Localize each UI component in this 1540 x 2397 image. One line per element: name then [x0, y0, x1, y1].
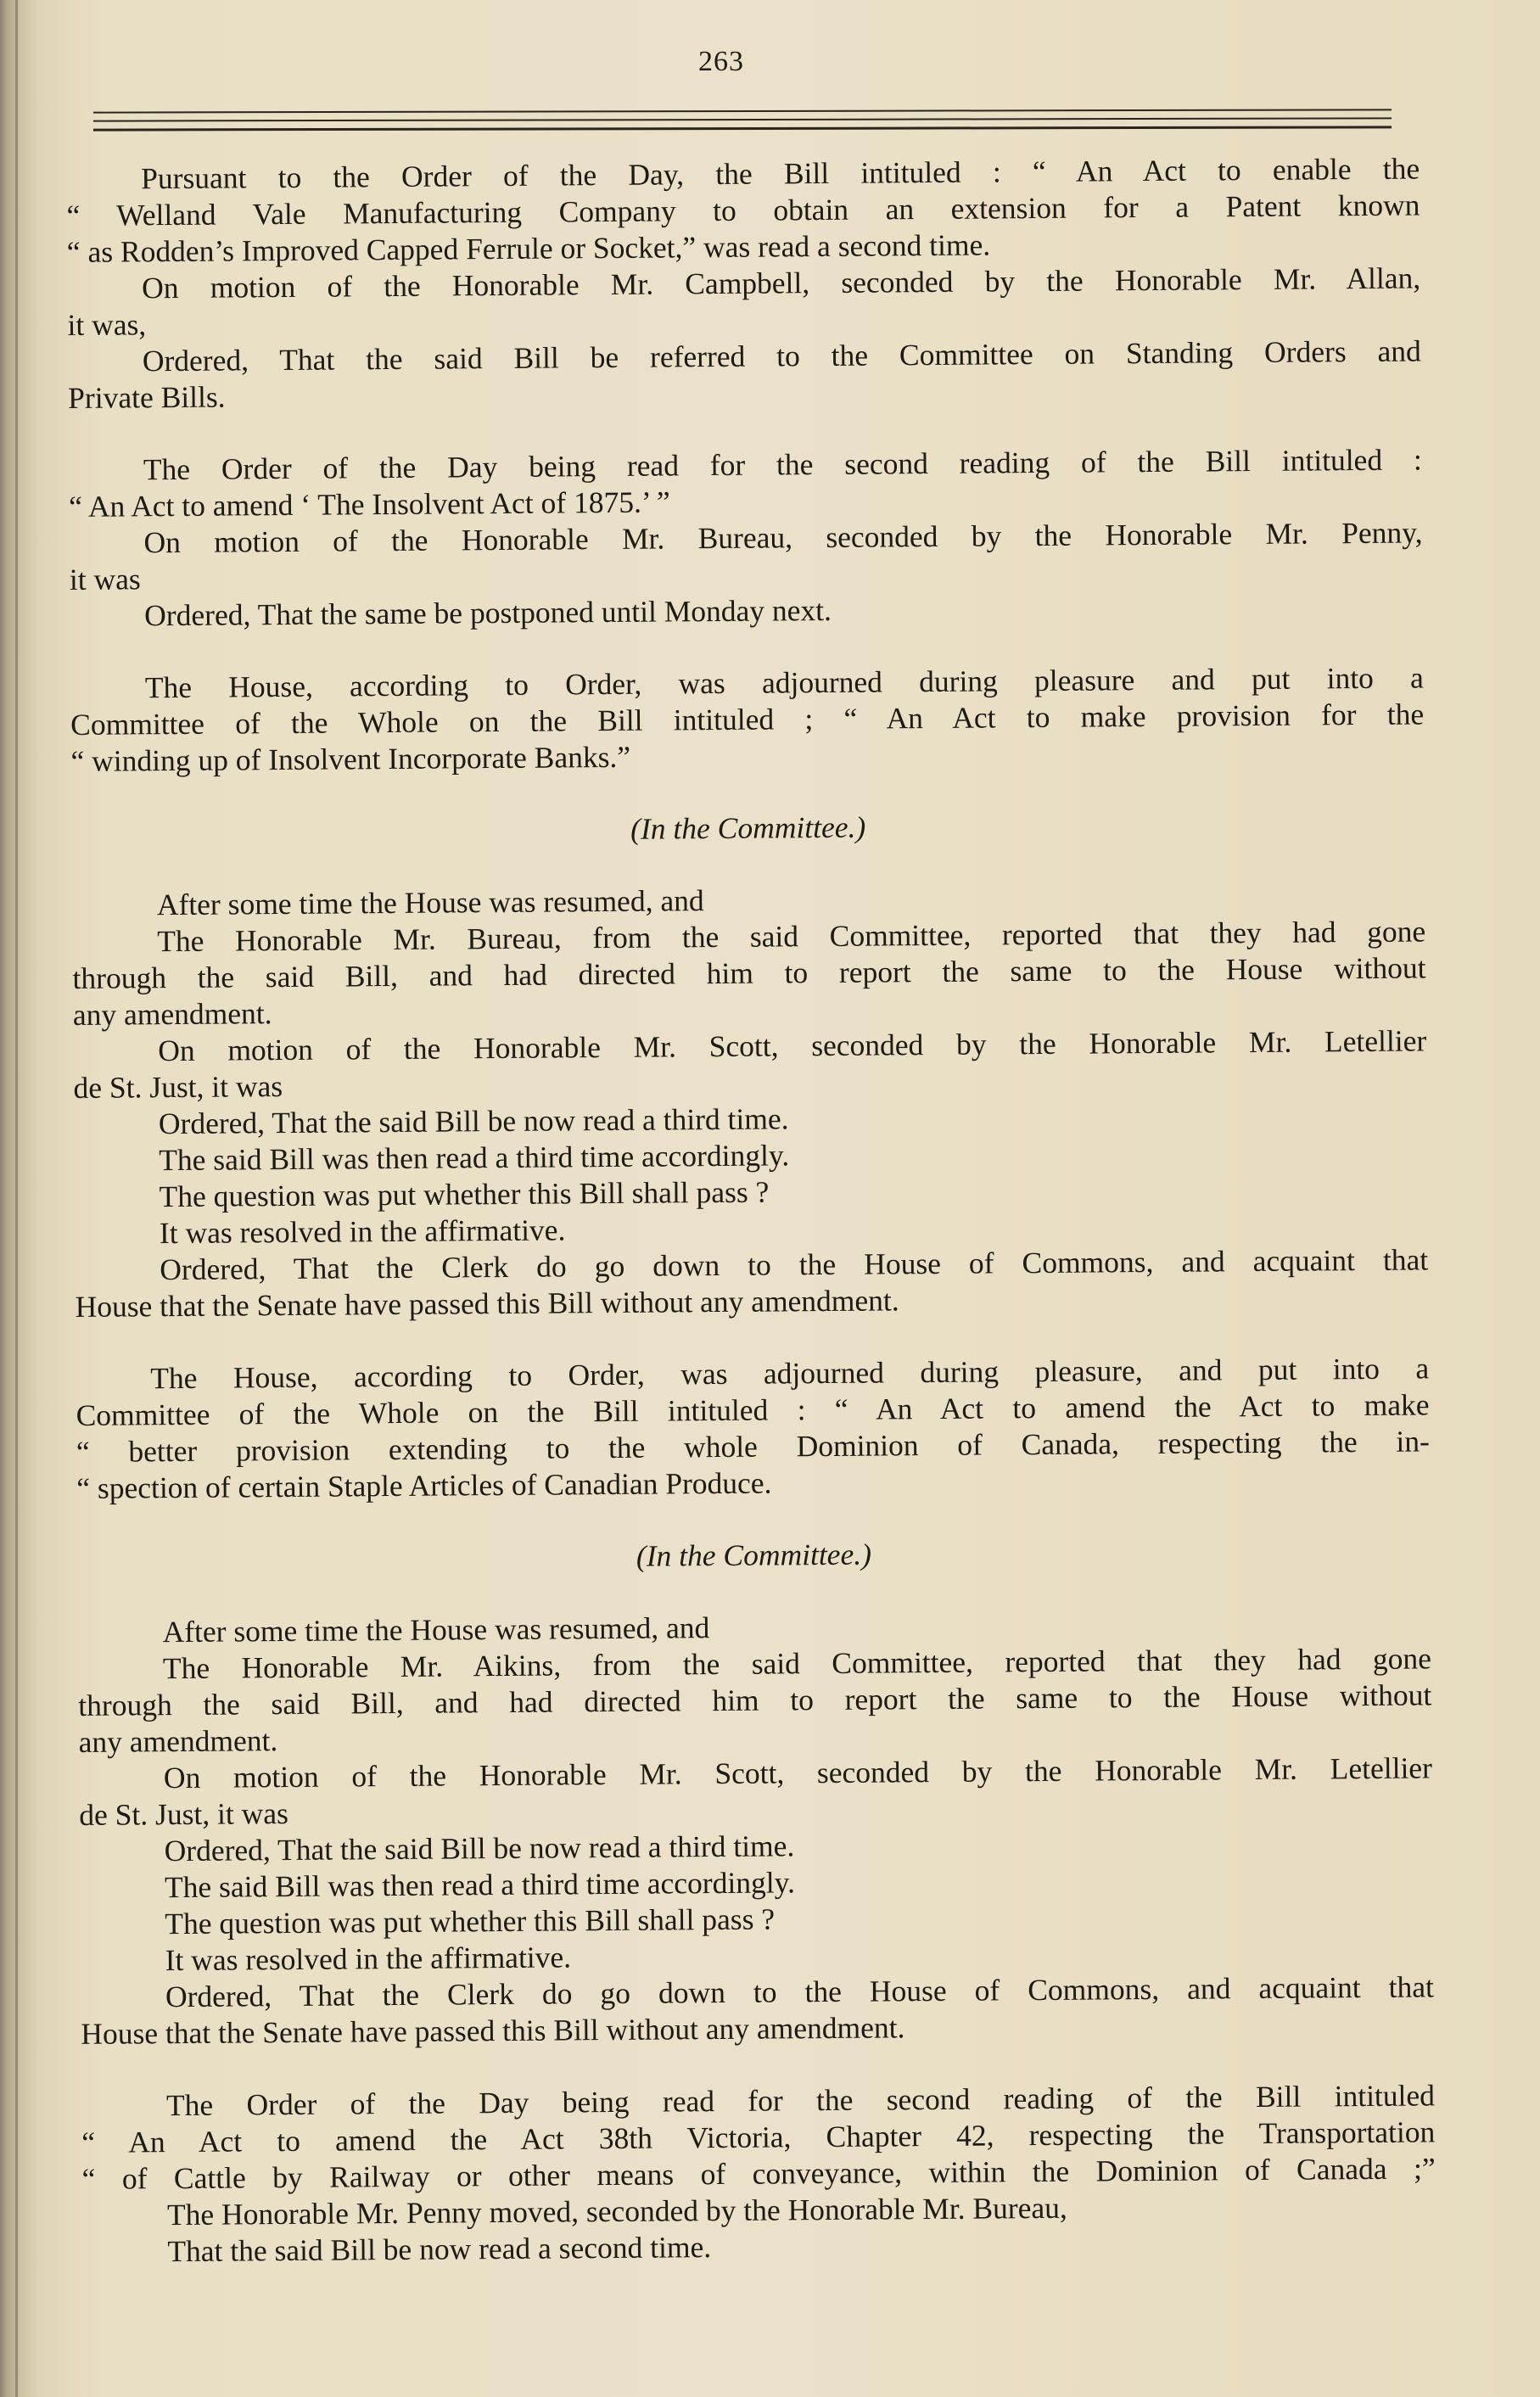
- text-line: Ordered, That the Clerk do go down to the House of Commons, and acquaint that: [165, 1969, 1435, 2014]
- text-line: House that the Senate have passed this Bill without any amendment.: [75, 1283, 899, 1324]
- paragraph-insolvent-act: [69, 441, 1424, 635]
- binding-shadow: [0, 0, 39, 2397]
- committee-heading: (In the Committee.): [636, 1537, 872, 1573]
- text-line: Committee of the Whole on the Bill intituled ; “ An Act to make provision for the: [70, 697, 1425, 742]
- paragraph-committee-report-aikins: [77, 1604, 1434, 2053]
- text-line: “ spection of certain Staple Articles of Canadian Produce.: [76, 1465, 772, 1505]
- text-line: “ winding up of Insolvent Incorporate Banks.”: [70, 739, 631, 778]
- text-line: That the said Bill be now read a second time.: [167, 2230, 712, 2269]
- text-line: The House, according to Order, was adjourned during pleasure, and put into a: [150, 1351, 1430, 1396]
- text-line: The Honorable Mr. Penny moved, seconded by the Honorable Mr. Bureau,: [166, 2190, 1067, 2232]
- paragraph-staple-articles: [76, 1350, 1430, 1507]
- text-line: Private Bills.: [68, 379, 226, 415]
- text-line: It was resolved in the affirmative.: [159, 1213, 566, 1251]
- text-line: On motion of the Honorable Mr. Scott, seconded by the Honorable Mr. Letellier: [163, 1750, 1433, 1795]
- text-line: The question was put whether this Bill shall pass ?: [159, 1174, 770, 1214]
- text-line: Ordered, That the said Bill be now read a third time.: [164, 1829, 795, 1868]
- text-line: “ of Cattle by Railway or other means of conveyance, within the Dominion of Canada ;”: [81, 2151, 1436, 2196]
- committee-heading: (In the Committee.): [630, 809, 866, 846]
- text-line: The Order of the Day being read for the second reading of the Bill intituled :: [143, 442, 1422, 487]
- paragraph-committee-report-bureau: [72, 876, 1429, 1325]
- header-rule: [93, 126, 1392, 131]
- text-line: through the said Bill, and had directed him to report the same to the House without: [78, 1677, 1432, 1722]
- text-line: “ Welland Vale Manufacturing Company to obtain an extension for a Patent known: [66, 188, 1420, 232]
- text-line: The Order of the Day being read for the second reading of the Bill intituled: [165, 2078, 1436, 2123]
- binding-edge: [15, 0, 18, 2397]
- page-number: 263: [698, 46, 744, 77]
- text-line: It was resolved in the affirmative.: [165, 1940, 572, 1978]
- text-line: “ An Act to amend the Act 38th Victoria, Chapter 42, respecting the Transportation: [81, 2114, 1436, 2159]
- text-line: “ An Act to amend ‘ The Insolvent Act of 1875.’ ”: [69, 484, 670, 524]
- text-line: it was,: [67, 307, 147, 342]
- text-line: Ordered, That the Clerk do go down to the House of Commons, and acquaint that: [160, 1242, 1429, 1287]
- text-line: “ as Rodden’s Improved Capped Ferrule or Socket,” was read a second time.: [66, 227, 991, 269]
- text-line: On motion of the Honorable Mr. Scott, seconded by the Honorable Mr. Letellier: [158, 1023, 1427, 1068]
- text-line: The question was put whether this Bill shall pass ?: [165, 1901, 776, 1941]
- text-line: any amendment.: [78, 1723, 278, 1759]
- text-line: The said Bill was then read a third time accordingly.: [164, 1865, 796, 1905]
- text-line: House that the Senate have passed this Bill without any amendment.: [81, 2010, 905, 2051]
- text-line: Ordered, That the said Bill be now read a third time.: [158, 1101, 789, 1141]
- paragraph-motion-campbell: [67, 260, 1421, 417]
- text-line: Pursuant to the Order of the Day, the Bill intituled : “ An Act to enable the: [141, 151, 1420, 196]
- text-line: The House, according to Order, was adjourned during pleasure and put into a: [144, 660, 1424, 705]
- paragraph-insolvent-banks: [70, 659, 1425, 780]
- text-line: The Honorable Mr. Bureau, from the said Committee, reported that they had gone: [157, 914, 1426, 959]
- text-line: Ordered, That the same be postponed until Monday next.: [144, 592, 832, 633]
- text-line: Ordered, That the said Bill be referred to the Committee on Standing Orders and: [142, 333, 1421, 378]
- text-line: The Honorable Mr. Aikins, from the said Committee, reported that they had gone: [162, 1641, 1432, 1686]
- body-text: [66, 150, 1436, 2270]
- text-line: On motion of the Honorable Mr. Campbell, seconded by the Honorable Mr. Allan,: [142, 260, 1421, 305]
- text-line: “ better provision extending to the whole Dominion of Canada, respecting the in-: [76, 1424, 1431, 1469]
- header-rule: [93, 117, 1392, 121]
- text-line: On motion of the Honorable Mr. Bureau, seconded by the Honorable Mr. Penny,: [143, 515, 1423, 560]
- text-line: through the said Bill, and had directed him to report the same to the House without: [72, 950, 1426, 995]
- paragraph-welland-vale-bill: [66, 150, 1420, 271]
- text-line: The said Bill was then read a third time accordingly.: [159, 1138, 790, 1178]
- text-line: After some time the House was resumed, and: [162, 1610, 710, 1649]
- paragraph-cattle-transportation: [81, 2077, 1436, 2271]
- text-line: de St. Just, it was: [73, 1069, 283, 1105]
- text-line: Committee of the Whole on the Bill intituled : “ An Act to amend the Act to make: [76, 1387, 1430, 1432]
- text-line: de St. Just, it was: [79, 1796, 289, 1832]
- header-rule: [93, 109, 1392, 113]
- text-line: After some time the House was resumed, and: [156, 883, 704, 922]
- text-line: any amendment.: [72, 996, 272, 1032]
- text-line: it was: [69, 562, 141, 596]
